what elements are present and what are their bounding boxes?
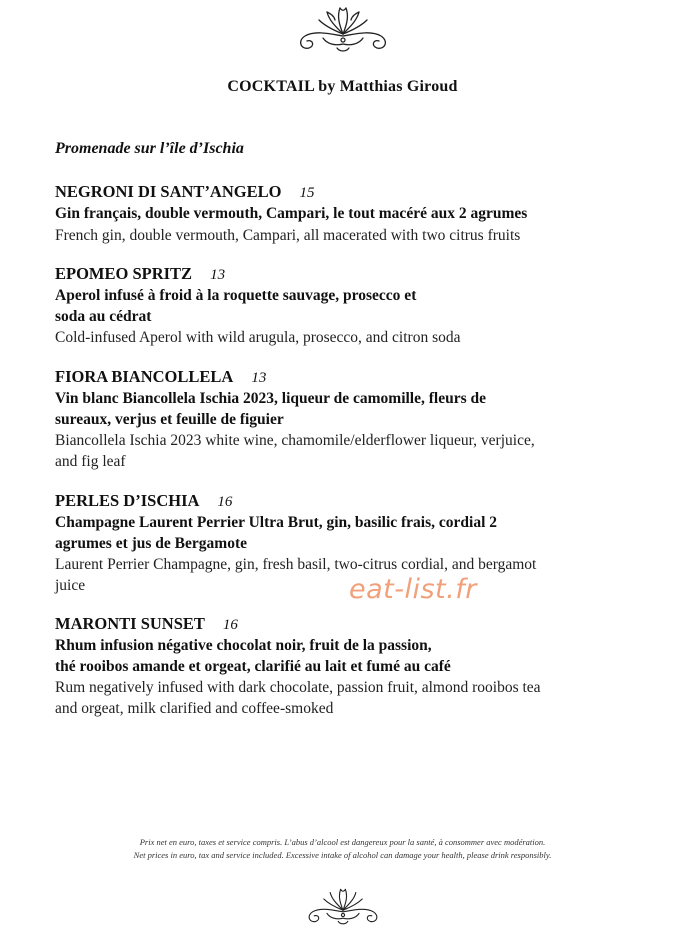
item-description-en: French gin, double vermouth, Campari, all macerated with two citrus fruits bbox=[55, 226, 521, 244]
item-description-en: Biancollela Ischia 2023 white wine, chamomile/elderflower liqueur, verjuice, bbox=[55, 432, 535, 449]
item-name: PERLES D’ISCHIA bbox=[55, 491, 200, 510]
item-name: EPOMEO SPRITZ bbox=[55, 264, 193, 283]
item-description-fr: sureaux, verjus et feuille de figuier bbox=[55, 410, 284, 428]
item-description-fr: agrumes et jus de Bergamote bbox=[55, 534, 247, 552]
legal-notice-fr: Prix net en euro, taxes et service compris. L’abus d’alcool est dangereux pour la santé, à consommer avec modération. bbox=[139, 837, 546, 847]
item-price: 13 bbox=[210, 267, 226, 283]
floral-crest-icon bbox=[303, 886, 383, 933]
legal-footer bbox=[0, 836, 685, 862]
item-description-fr: Champagne Laurent Perrier Ultra Brut, gin, basilic frais, cordial 2 bbox=[55, 514, 497, 531]
item-description-fr: Gin français, double vermouth, Campari, le tout macéré aux 2 agrumes bbox=[55, 205, 528, 222]
item-description-en: and fig leaf bbox=[55, 453, 126, 470]
item-description-fr: thé rooibos amande et orgeat, clarifié au lait et fumé au café bbox=[55, 657, 451, 675]
section-title: Promenade sur l’île d’Ischia bbox=[55, 140, 244, 157]
item-description-en: Rum negatively infused with dark chocolate, passion fruit, almond rooibos tea bbox=[55, 679, 541, 696]
menu-item-negroni bbox=[55, 181, 635, 246]
item-price: 13 bbox=[251, 370, 267, 386]
item-description-fr: Rhum infusion négative chocolat noir, fruit de la passion, bbox=[55, 637, 432, 654]
menu-item-epomeo-spritz bbox=[55, 263, 635, 348]
item-name: MARONTI SUNSET bbox=[55, 614, 205, 633]
item-price: 16 bbox=[217, 494, 233, 510]
item-description-fr: Vin blanc Biancollela Ischia 2023, liqueur de camomille, fleurs de bbox=[55, 390, 486, 407]
item-name: NEGRONI DI SANT’ANGELO bbox=[55, 182, 282, 201]
item-description-fr: Aperol infusé à froid à la roquette sauvage, prosecco et bbox=[55, 287, 417, 304]
floral-crest-icon bbox=[293, 4, 393, 61]
menu-item-perles-dischia bbox=[55, 490, 635, 596]
watermark: eat-list.fr bbox=[349, 574, 477, 605]
item-price: 15 bbox=[299, 185, 315, 201]
item-description-en: Laurent Perrier Champagne, gin, fresh basil, two-citrus cordial, and bergamot bbox=[55, 556, 537, 573]
menu-item-maronti-sunset bbox=[55, 613, 635, 719]
item-description-en: juice bbox=[55, 577, 86, 594]
menu-item-fiora-biancollela bbox=[55, 366, 635, 472]
menu-title: COCKTAIL by Matthias Giroud bbox=[227, 78, 458, 95]
item-description-en: Cold-infused Aperol with wild arugula, prosecco, and citron soda bbox=[55, 329, 461, 346]
item-description-en: and orgeat, milk clarified and coffee-smoked bbox=[55, 700, 334, 717]
item-name: FIORA BIANCOLLELA bbox=[55, 367, 234, 386]
item-description-fr: soda au cédrat bbox=[55, 307, 152, 325]
item-price: 16 bbox=[222, 617, 238, 633]
legal-notice-en: Net prices in euro, tax and service included. Excessive intake of alcohol can damage your health, please drink responsibly. bbox=[133, 850, 552, 860]
